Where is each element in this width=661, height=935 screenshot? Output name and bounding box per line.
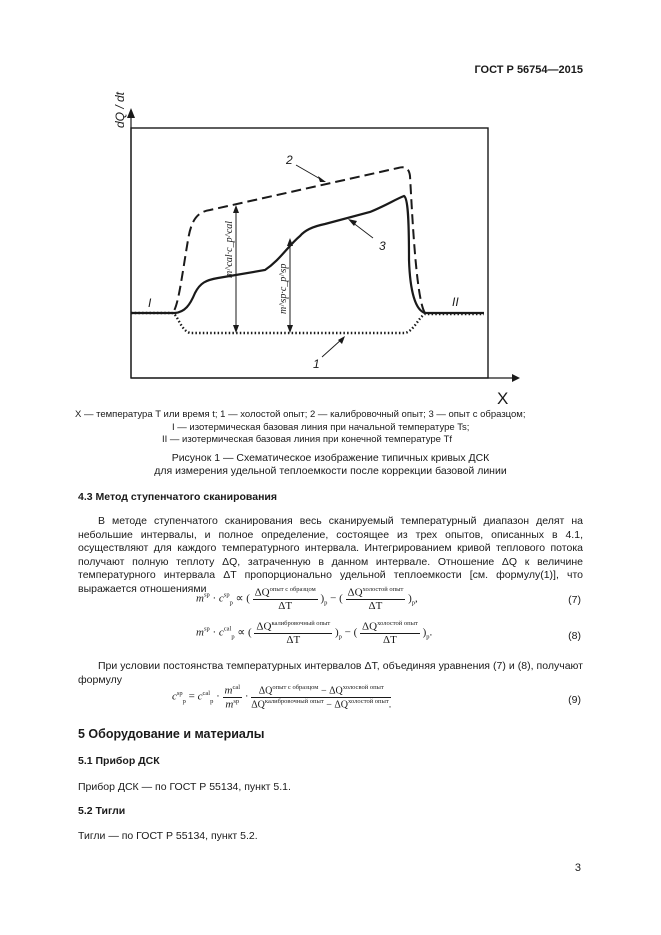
x-axis-arrow <box>512 374 520 382</box>
equation-7: $m^{sp} \cdot c^{sp}_p$ ∝ ( $\frac{\Delta Q^{опыт с образцом}}{\Delta T}$ )$_p$ − ( $\frac{\Delta Q^{холостой опыт}}{\Delta T}$ )$_p$, <box>196 586 418 612</box>
sp-arrow-head-top <box>287 238 293 246</box>
leader-1-head <box>338 336 345 344</box>
y-axis-arrow <box>127 108 135 118</box>
legend-line-1: X — температура T или время t; 1 — холостой опыт; 2 — калибровочный опыт; 3 — опыт с образцом; <box>75 409 526 420</box>
label-curve-2: 2 <box>286 153 293 167</box>
label-baseline-II: II <box>452 295 459 309</box>
label-curve-1: 1 <box>313 357 320 371</box>
plot-frame <box>131 128 488 378</box>
equation-9: $c^{sp}_p = c^{cal}_p$ · $\frac{m^{cal}}{m^{sp}}$ · $\frac{\Delta Q^{опыт с образцом} - \Delta Q^{холосвой опыт}}{\Delta Q^{калибровочный опыт} - \Delta Q^{холостой опыт}.}$ <box>172 684 392 711</box>
annotation-cal: m^cal·c_p^cal <box>224 220 235 278</box>
figure-caption-line-2: для измерения удельной теплоемкости после коррекции базовой линии <box>154 465 507 477</box>
standard-header: ГОСТ Р 56754—2015 <box>474 64 583 76</box>
section-5-1-text: Прибор ДСК — по ГОСТ Р 55134, пункт 5.1. <box>78 781 291 793</box>
cal-arrow-head-top <box>233 205 239 213</box>
section-5-1-heading: 5.1 Прибор ДСК <box>78 755 160 767</box>
y-axis-label: dQ / dt <box>113 91 127 128</box>
section-5-heading: 5 Оборудование и материалы <box>78 727 265 741</box>
dsc-figure <box>0 0 661 410</box>
leader-3 <box>352 222 373 238</box>
legend-line-3: II — изотермическая базовая линия при конечной температуре Tf <box>162 434 453 445</box>
section-5-2-heading: 5.2 Тигли <box>78 805 126 817</box>
equation-8-number: (8) <box>568 630 581 642</box>
figure-caption-line-1: Рисунок 1 — Схематическое изображение типичных кривых ДСК <box>171 452 490 464</box>
legend-line-2: I — изотермическая базовая линия при начальной температуре Ts; <box>172 422 470 433</box>
equation-7-number: (7) <box>568 594 581 606</box>
leader-2-head <box>318 176 326 182</box>
curve-blank <box>131 313 484 333</box>
equation-8: $m^{sp} \cdot c^{cal}_p$ ∝ ( $\frac{\Delta Q^{калибровочный опыт}}{\Delta T}$ )$_p$ − ( $\frac{\Delta Q^{холостой опыт}}{\Delta T}$ )$_p$. <box>196 620 433 646</box>
annotation-sp: m^sp·c_p^sp <box>278 263 289 314</box>
section-4-3-heading: 4.3 Метод ступенчатого сканирования <box>78 491 277 503</box>
equation-9-number: (9) <box>568 694 581 706</box>
leader-1 <box>322 339 342 357</box>
section-4-3-paragraph-2: При условии постоянства температурных интервалов ΔT, объединяя уравнения (7) и (8), получают формулу <box>78 660 583 686</box>
curve-sample <box>131 196 484 313</box>
leader-2 <box>296 165 322 180</box>
curve-calibration <box>131 167 484 313</box>
x-axis-label: X <box>497 389 509 408</box>
section-5-2-text: Тигли — по ГОСТ Р 55134, пункт 5.2. <box>78 830 258 842</box>
page-number: 3 <box>574 862 581 874</box>
section-4-3-paragraph-1: В методе ступенчатого сканирования весь сканируемый температурный диапазон делят на небольшие интервалы, и полное определение, состоящее из трех опытов, описанных в 4.1, осуществляют для каждого температурного интервала. Интегрированием кривой теплового потока получают полную теплоту ΔQ, затраченную в данном интервале. Отношение ΔQ к величине температурного интервала ΔT пропорционально удельной теплоемкости [см. формулу(1)], что выражается отношениями <box>78 515 583 595</box>
label-curve-3: 3 <box>379 239 386 253</box>
label-baseline-I: I <box>148 296 152 310</box>
